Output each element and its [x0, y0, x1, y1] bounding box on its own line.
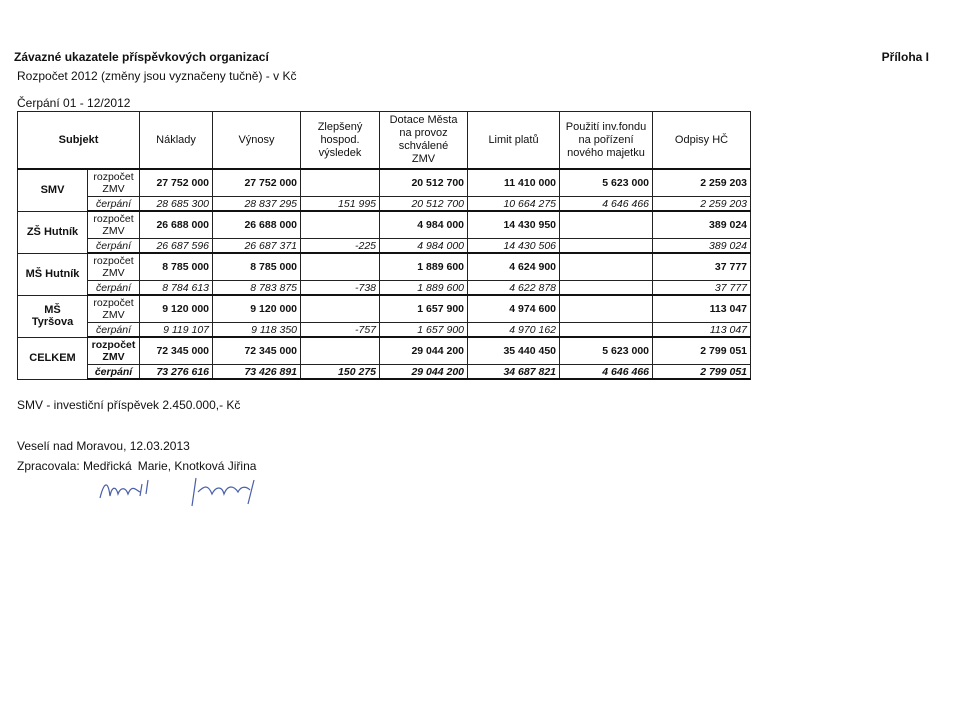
subject-name: [18, 295, 88, 337]
place-date: Veselí nad Moravou, 12.03.2013: [17, 439, 190, 453]
row-type-label: [88, 169, 140, 197]
value-cell: 2 259 203: [653, 197, 751, 212]
value-cell: 389 024: [653, 239, 751, 254]
table-row: [18, 281, 751, 296]
value-cell: 26 688 000: [213, 211, 301, 239]
table-row: [18, 253, 751, 281]
row-type-label: čerpání: [88, 323, 140, 338]
subject-name-line: Tyršova: [31, 316, 74, 328]
subject-name-line: SMV: [40, 184, 65, 197]
value-cell: 27 752 000: [213, 169, 301, 197]
col-fund-use-line: Použití inv.fondu: [565, 120, 647, 133]
row-type-line: rozpočet: [93, 171, 134, 183]
subject-name-line: MŠ: [44, 304, 61, 316]
value-cell: [560, 281, 653, 296]
value-cell: 72 345 000: [213, 337, 301, 365]
col-result-line: Zlepšený: [317, 120, 363, 133]
row-type-line: ZMV: [102, 183, 125, 195]
row-type-label: [88, 295, 140, 323]
value-cell: 4 646 466: [560, 197, 653, 212]
row-type-label: [88, 337, 140, 365]
value-cell: 35 440 450: [468, 337, 560, 365]
value-cell: 14 430 950: [468, 211, 560, 239]
value-cell: 150 275: [301, 365, 380, 380]
signature-1: [96, 472, 166, 508]
row-type-label: čerpání: [88, 365, 140, 380]
value-cell: 4 984 000: [380, 211, 468, 239]
col-revenues: Výnosy: [213, 112, 301, 170]
value-cell: 73 276 616: [140, 365, 213, 380]
col-result: [301, 112, 380, 170]
subject-name: CELKEM: [18, 337, 88, 379]
value-cell: 9 119 107: [140, 323, 213, 338]
value-cell: 26 687 371: [213, 239, 301, 254]
value-cell: 73 426 891: [213, 365, 301, 380]
value-cell: 11 410 000: [468, 169, 560, 197]
col-depreciation: Odpisy HČ: [653, 112, 751, 170]
subject-name: [18, 211, 88, 253]
col-subsidy-line: Dotace Města: [389, 114, 458, 126]
value-cell: 5 623 000: [560, 337, 653, 365]
period-label: Čerpání 01 - 12/2012: [17, 96, 131, 110]
col-subsidy-line: ZMV: [411, 153, 436, 165]
subject-name: [18, 253, 88, 295]
value-cell: [301, 337, 380, 365]
value-cell: [560, 211, 653, 239]
value-cell: 1 889 600: [380, 281, 468, 296]
value-cell: 2 799 051: [653, 365, 751, 380]
value-cell: 9 118 350: [213, 323, 301, 338]
col-salary-limit: Limit platů: [468, 112, 560, 170]
value-cell: 27 752 000: [140, 169, 213, 197]
row-type-line: ZMV: [102, 225, 125, 237]
document-title: Závazné ukazatele příspěvkových organizací: [14, 50, 269, 64]
footnote: SMV - investiční příspěvek 2.450.000,- Kč: [17, 398, 241, 412]
value-cell: 2 259 203: [653, 169, 751, 197]
table-header-row: [18, 112, 751, 170]
value-cell: 8 785 000: [140, 253, 213, 281]
value-cell: 37 777: [653, 281, 751, 296]
value-cell: -738: [301, 281, 380, 296]
value-cell: [301, 295, 380, 323]
table-row: [18, 197, 751, 212]
value-cell: 4 984 000: [380, 239, 468, 254]
value-cell: -757: [301, 323, 380, 338]
value-cell: 8 785 000: [213, 253, 301, 281]
value-cell: 26 687 596: [140, 239, 213, 254]
value-cell: 28 837 295: [213, 197, 301, 212]
row-type-label: čerpání: [88, 281, 140, 296]
row-type-line: rozpočet: [93, 297, 134, 309]
value-cell: 8 784 613: [140, 281, 213, 296]
value-cell: 10 664 275: [468, 197, 560, 212]
value-cell: 37 777: [653, 253, 751, 281]
col-fund-use: [560, 112, 653, 170]
value-cell: 29 044 200: [380, 365, 468, 380]
table-row: [18, 239, 751, 254]
signature-2: [188, 472, 268, 512]
value-cell: [560, 295, 653, 323]
value-cell: 72 345 000: [140, 337, 213, 365]
value-cell: [301, 253, 380, 281]
attachment-label: Příloha I: [881, 50, 929, 64]
table-row: [18, 169, 751, 197]
value-cell: 4 622 878: [468, 281, 560, 296]
row-type-line: ZMV: [102, 267, 125, 279]
value-cell: 9 120 000: [213, 295, 301, 323]
value-cell: 389 024: [653, 211, 751, 239]
value-cell: [301, 211, 380, 239]
row-type-line: ZMV: [102, 351, 125, 363]
col-subsidy-line: schválené: [398, 140, 449, 152]
value-cell: 1 657 900: [380, 295, 468, 323]
table-row: [18, 365, 751, 380]
subject-name: [18, 169, 88, 211]
row-type-line: rozpočet: [91, 339, 136, 351]
value-cell: -225: [301, 239, 380, 254]
value-cell: 34 687 821: [468, 365, 560, 380]
subject-name-line: MŠ Hutník: [25, 268, 80, 280]
value-cell: 1 657 900: [380, 323, 468, 338]
col-subsidy: [380, 112, 468, 170]
value-cell: 9 120 000: [140, 295, 213, 323]
value-cell: 2 799 051: [653, 337, 751, 365]
value-cell: [560, 239, 653, 254]
value-cell: 4 646 466: [560, 365, 653, 380]
row-type-label: [88, 211, 140, 239]
table-row: [18, 323, 751, 338]
value-cell: [301, 169, 380, 197]
prepared-by: [17, 459, 262, 473]
col-fund-use-line: nového majetku: [567, 146, 645, 159]
document-subtitle: Rozpočet 2012 (změny jsou vyznačeny tučně) - v Kč: [17, 69, 297, 83]
col-subsidy-line: na provoz: [399, 127, 448, 139]
value-cell: 113 047: [653, 295, 751, 323]
row-type-line: rozpočet: [93, 213, 134, 225]
row-type-label: čerpání: [88, 197, 140, 212]
value-cell: 20 512 700: [380, 197, 468, 212]
value-cell: [560, 323, 653, 338]
row-type-label: čerpání: [88, 239, 140, 254]
row-type-label: [88, 253, 140, 281]
row-type-line: ZMV: [102, 309, 125, 321]
value-cell: [560, 253, 653, 281]
value-cell: 29 044 200: [380, 337, 468, 365]
col-result-line: hospod.: [320, 133, 360, 146]
subject-name-line: ZŠ Hutník: [26, 226, 79, 238]
value-cell: 4 624 900: [468, 253, 560, 281]
col-result-line: výsledek: [318, 146, 362, 159]
value-cell: 1 889 600: [380, 253, 468, 281]
row-type-line: rozpočet: [93, 255, 134, 267]
col-costs: Náklady: [140, 112, 213, 170]
value-cell: 28 685 300: [140, 197, 213, 212]
value-cell: 151 995: [301, 197, 380, 212]
indicators-table: [17, 111, 751, 380]
col-subject: Subjekt: [18, 112, 140, 170]
value-cell: 4 970 162: [468, 323, 560, 338]
prepared-by-second: Marie, Knotková Jiřina: [137, 459, 257, 473]
value-cell: 26 688 000: [140, 211, 213, 239]
table-row: [18, 337, 751, 365]
prepared-by-label: Zpracovala: Medřická: [17, 459, 132, 473]
value-cell: 5 623 000: [560, 169, 653, 197]
value-cell: 4 974 600: [468, 295, 560, 323]
value-cell: 8 783 875: [213, 281, 301, 296]
value-cell: 14 430 506: [468, 239, 560, 254]
value-cell: 20 512 700: [380, 169, 468, 197]
table-row: [18, 295, 751, 323]
table-row: [18, 211, 751, 239]
value-cell: 113 047: [653, 323, 751, 338]
col-fund-use-line: na pořízení: [578, 133, 634, 146]
